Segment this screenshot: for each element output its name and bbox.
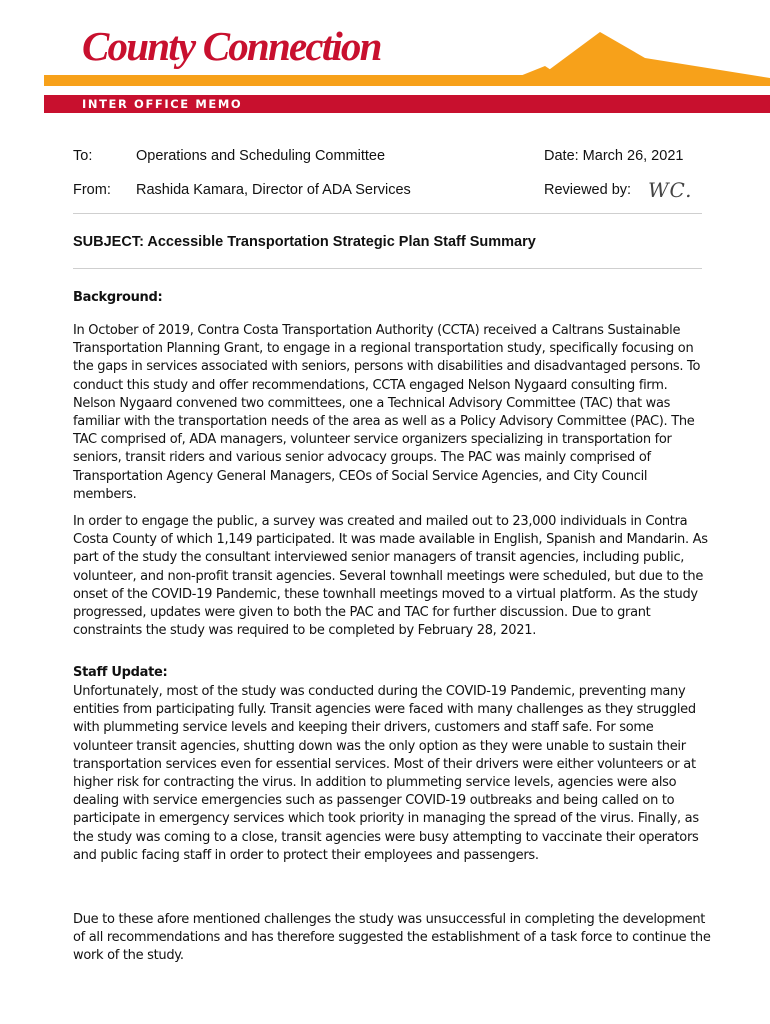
staff-update-paragraph: Unfortunately, most of the study was conducted during the COVID-19 Pandemic, preventing many entities from participating fully. Transit agencies were faced with many challenges as they struggled with plummeting service levels and keeping their drivers, customers and staff safe. For some volunteer transit agencies, shutting down was the only option as they were unable to sustain their transportation services even for essential services. Most of their drivers were either volunteers or at higher risk for contracting the virus. In addition to plummeting service levels, agencies were also dealing with service emergencies such as passenger COVID-19 outbreaks and being called on to participate in emergency services which took priority in managing the spread of the virus. Finally, as the study was coming to a close, transit agencies were busy attempting to vaccinate their operators and public facing staff in order to protect their employees and passengers. xyxy=(73,684,699,863)
reviewed-label: Reviewed by: xyxy=(544,182,632,198)
to-label: To: xyxy=(73,148,93,164)
background-paragraph-2: In order to engage the public, a survey was created and mailed out to 23,000 individuals in Contra Costa County of which 1,149 participated. It was made available in English, Spanish and Mandarin. As part of the study the consultant interviewed senior managers of transit agencies, including public, volunteer, and non-profit transit agencies. Several townhall meetings were scheduled, but due to the onset of the COVID-19 Pandemic, these townhall meetings moved to a virtual platform. As the study progressed, updates were given to both the PAC and TAC for further discussion. Due to grant constraints the study was required to be completed by February 28, 2021. xyxy=(73,514,708,639)
background-heading: Background: xyxy=(73,290,163,305)
letterhead xyxy=(0,0,770,115)
divider-bottom xyxy=(73,268,702,269)
memo-subject: SUBJECT: Accessible Transportation Strategic Plan Staff Summary xyxy=(73,234,536,250)
memo-label: INTER OFFICE MEMO xyxy=(82,97,243,111)
divider-top xyxy=(73,213,702,214)
from-value: Rashida Kamara, Director of ADA Services xyxy=(136,182,411,198)
conclusion-paragraph: Due to these afore mentioned challenges the study was unsuccessful in completing the development of all recommendations and has therefore suggested the establishment of a task force to continue the work of the study. xyxy=(73,912,711,964)
background-paragraph-1: In October of 2019, Contra Costa Transportation Authority (CCTA) received a Caltrans Sustainable Transportation Planning Grant, to engage in a regional transportation study, specifically focusing on the gaps in services associated with seniors, persons with disabilities and disadvantaged persons. To conduct this study and offer recommendations, CCTA engaged Nelson Nygaard consulting firm. Nelson Nygaard convened two committees, one a Technical Advisory Committee (TAC) that was familiar with the transportation needs of the area as well as a Policy Advisory Committee (PAC). The TAC comprised of, ADA managers, volunteer service organizers specializing in transportation for seniors, transit riders and various senior advocacy groups. The PAC was mainly comprised of Transportation Agency General Managers, CEOs of Social Service Agencies, and City Council members. xyxy=(73,323,701,502)
staff-update-heading: Staff Update: xyxy=(73,665,168,680)
from-label: From: xyxy=(73,182,111,198)
reviewer-signature: WC. xyxy=(648,178,693,202)
to-value: Operations and Scheduling Committee xyxy=(136,148,386,164)
county-connection-logo: County Connection xyxy=(82,23,381,69)
memo-date: Date: March 26, 2021 xyxy=(544,148,684,164)
